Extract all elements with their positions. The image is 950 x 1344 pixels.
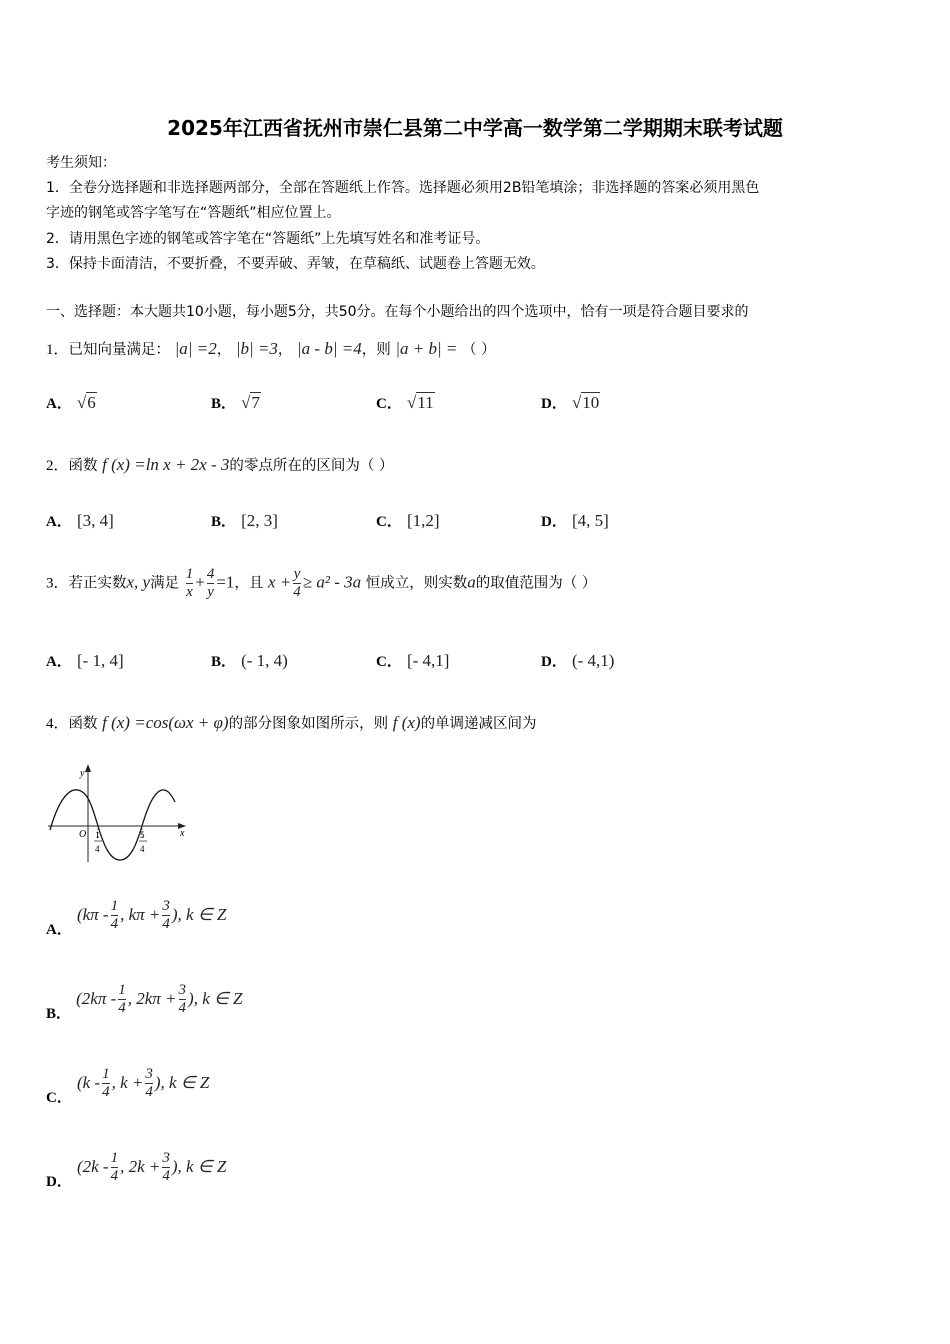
q4-text-b: 的部分图象如图所示，则 bbox=[228, 716, 389, 732]
q1-option-a-label: A． bbox=[46, 396, 72, 412]
graph-y-arrow bbox=[85, 764, 91, 772]
section-heading: 一、选择题：本大题共10小题，每小题5分，共50分。在每个小题给出的四个选项中，恰有一项是符合题目要求的 bbox=[46, 304, 749, 320]
graph-curve bbox=[50, 790, 175, 860]
q2-option-a-value: [3, 4] bbox=[76, 511, 114, 530]
q1-text-b: ，则 bbox=[361, 342, 391, 358]
q2-expr: f (x) =ln x + 2x - 3 bbox=[102, 455, 230, 474]
q4-option-d-pre: (2k - bbox=[76, 1157, 109, 1176]
q3-option-d-value: (- 4,1) bbox=[571, 651, 615, 670]
q4-option-b-pre: (2kπ - bbox=[76, 989, 117, 1008]
q3-text-e: 的取值范围为（ ） bbox=[475, 575, 597, 592]
q1-option-c-value: √11 bbox=[406, 393, 434, 412]
q3-vars: x, y bbox=[126, 572, 151, 592]
q1-option-b[interactable] bbox=[211, 392, 261, 413]
q3-frac-y-over-4: $\frac{y}{4}$ bbox=[293, 566, 301, 600]
q1-expr-1: |a| =2 bbox=[174, 339, 217, 358]
q4-option-d-mid: , 2k + bbox=[120, 1157, 161, 1176]
q3-option-b-value: (- 1, 4) bbox=[241, 651, 288, 670]
q3-text-b: 满足 bbox=[150, 575, 180, 592]
q4-option-c-pre: (k - bbox=[76, 1073, 101, 1092]
q4-text-c: 的单调递减区间为 bbox=[420, 716, 537, 732]
q2-text-b: 的零点所在的区间为（ ） bbox=[229, 458, 394, 474]
graph-tick2-num: 5 bbox=[140, 830, 145, 840]
q3-option-c-value: [- 4,1] bbox=[406, 651, 450, 670]
q1-option-d-label: D． bbox=[541, 396, 567, 412]
q3-option-d-label: D． bbox=[541, 654, 567, 670]
q3-option-c[interactable] bbox=[376, 650, 449, 671]
q2-option-c-label: C． bbox=[376, 514, 402, 530]
q1-option-a-value: √6 bbox=[76, 393, 96, 412]
q4-expr-2: f (x) bbox=[392, 713, 421, 732]
notice-line-3: 3．保持卡面清洁，不要折叠，不要弄破、弄皱，在草稿纸、试题卷上答题无效。 bbox=[46, 256, 545, 272]
question-1: 1．已知向量满足： |a| =2， |b| =3， |a - b| =4，则 |a + b| = （ ） bbox=[46, 339, 496, 358]
q1-number: 1． bbox=[46, 342, 69, 358]
q4-option-a-label: A． bbox=[46, 922, 72, 938]
graph-origin-label: O bbox=[79, 829, 87, 840]
q3-text-c: ，且 bbox=[234, 575, 264, 592]
q2-text-a: 函数 bbox=[68, 458, 98, 474]
q2-option-a[interactable] bbox=[46, 510, 114, 531]
q3-option-c-label: C． bbox=[376, 654, 402, 670]
q4-option-a-mid: , kπ + bbox=[120, 905, 161, 924]
q2-option-b-label: B． bbox=[211, 514, 237, 530]
q4-option-c-mid: , k + bbox=[111, 1073, 144, 1092]
q1-option-a[interactable] bbox=[46, 392, 97, 413]
q1-option-b-value: √7 bbox=[241, 393, 260, 412]
q3-text-d: 恒成立，则实数 bbox=[365, 575, 468, 592]
q4-option-b-post: ), k ∈ Z bbox=[188, 989, 243, 1008]
notice-line-1: 1．全卷分选择题和非选择题两部分，全部在答题纸上作答。选择题必须用2B铅笔填涂；非选择题的答案必须用黑色 bbox=[46, 180, 760, 196]
q3-option-d[interactable] bbox=[541, 650, 614, 671]
q1-option-b-label: B． bbox=[211, 396, 237, 412]
q2-option-d[interactable] bbox=[541, 510, 609, 531]
question-2 bbox=[46, 454, 394, 475]
q4-option-c-label: C． bbox=[46, 1090, 72, 1106]
page-title: 2025年江西省抚州市崇仁县第二中学高一数学第二学期期末联考试题 bbox=[167, 116, 783, 140]
q1-option-d[interactable] bbox=[541, 392, 600, 413]
q4-option-d[interactable]: D． (2k - $\frac{1}{4}$ , 2k + $\frac{3}{4}$ ), k ∈ Z bbox=[46, 1150, 227, 1190]
q1-option-c-label: C． bbox=[376, 396, 402, 412]
q4-number: 4． bbox=[46, 716, 69, 732]
q4-option-a[interactable]: A． (kπ - $\frac{1}{4}$ , kπ + $\frac{3}{4}$ ), k ∈ Z bbox=[46, 898, 227, 938]
q2-option-b-value: [2, 3] bbox=[241, 511, 278, 530]
q4-option-d-post: ), k ∈ Z bbox=[171, 1157, 227, 1176]
q4-option-d-label: D． bbox=[46, 1174, 72, 1190]
q1-option-d-value: √10 bbox=[571, 393, 600, 412]
question-4 bbox=[46, 712, 537, 733]
notice-line-2: 2．请用黑色字迹的钢笔或答字笔在“答题纸”上先填写姓名和准考证号。 bbox=[46, 231, 490, 247]
graph-tick1-den: 4 bbox=[95, 844, 100, 854]
q3-option-b-label: B． bbox=[211, 654, 237, 670]
graph-tick1-num: 1 bbox=[95, 830, 100, 840]
graph-x-label: x bbox=[180, 828, 185, 839]
q3-option-b[interactable] bbox=[211, 650, 288, 671]
q4-expr: f (x) =cos(ωx + φ) bbox=[102, 713, 229, 732]
q3-number: 3． bbox=[46, 575, 69, 592]
q4-option-c[interactable]: C． (k - $\frac{1}{4}$ , k + $\frac{3}{4}$ ), k ∈ Z bbox=[46, 1066, 210, 1106]
q3-text-a: 若正实数 bbox=[68, 575, 127, 592]
q3-option-a-label: A． bbox=[46, 654, 72, 670]
q4-cosine-graph bbox=[44, 760, 194, 865]
q2-option-b[interactable] bbox=[211, 510, 278, 531]
notice-heading: 考生须知： bbox=[46, 155, 116, 171]
question-3: 3．若正实数x, y满足 $\frac{1}{x}$ + $\frac{4}{y}$ =1，且 x + $\frac{y}{4}$ ≥ a² - 3a 恒成立，则实数a的取值范围为（ ） bbox=[46, 566, 597, 600]
q1-expr-2: |b| =3 bbox=[235, 339, 278, 358]
q2-option-c-value: [1,2] bbox=[406, 511, 440, 530]
q2-number: 2． bbox=[46, 458, 69, 474]
q4-option-b-mid: , 2kπ + bbox=[127, 989, 177, 1008]
q1-option-c[interactable] bbox=[376, 392, 435, 413]
q2-option-c[interactable] bbox=[376, 510, 440, 531]
q1-expr-4: |a + b| = bbox=[395, 339, 458, 358]
q2-option-a-label: A． bbox=[46, 514, 72, 530]
q4-option-b-label: B． bbox=[46, 1006, 72, 1022]
q4-option-a-pre: (kπ - bbox=[76, 905, 109, 924]
q2-option-d-label: D． bbox=[541, 514, 567, 530]
notice-line-1b: 字迹的钢笔或答字笔写在“答题纸”相应位置上。 bbox=[46, 205, 341, 221]
graph-y-label: y bbox=[80, 768, 85, 779]
q1-text-a: 已知向量满足： bbox=[68, 342, 171, 358]
q4-option-b[interactable]: B． (2kπ - $\frac{1}{4}$ , 2kπ + $\frac{3}{4}$ ), k ∈ Z bbox=[46, 982, 243, 1022]
q2-option-d-value: [4, 5] bbox=[571, 511, 609, 530]
q4-text-a: 函数 bbox=[68, 716, 98, 732]
q1-expr-3: |a - b| =4 bbox=[297, 339, 362, 358]
q3-var-a: a bbox=[467, 572, 476, 592]
q3-option-a-value: [- 1, 4] bbox=[76, 651, 124, 670]
graph-tick2-den: 4 bbox=[140, 844, 145, 854]
q4-option-c-post: ), k ∈ Z bbox=[154, 1073, 210, 1092]
q1-paren: （ ） bbox=[462, 342, 496, 358]
q3-option-a[interactable] bbox=[46, 650, 124, 671]
q3-frac-1-over-x: $\frac{1}{x}$ bbox=[185, 566, 194, 600]
q4-option-a-post: ), k ∈ Z bbox=[171, 905, 227, 924]
q3-frac-4-over-y: $\frac{4}{y}$ bbox=[206, 566, 215, 600]
